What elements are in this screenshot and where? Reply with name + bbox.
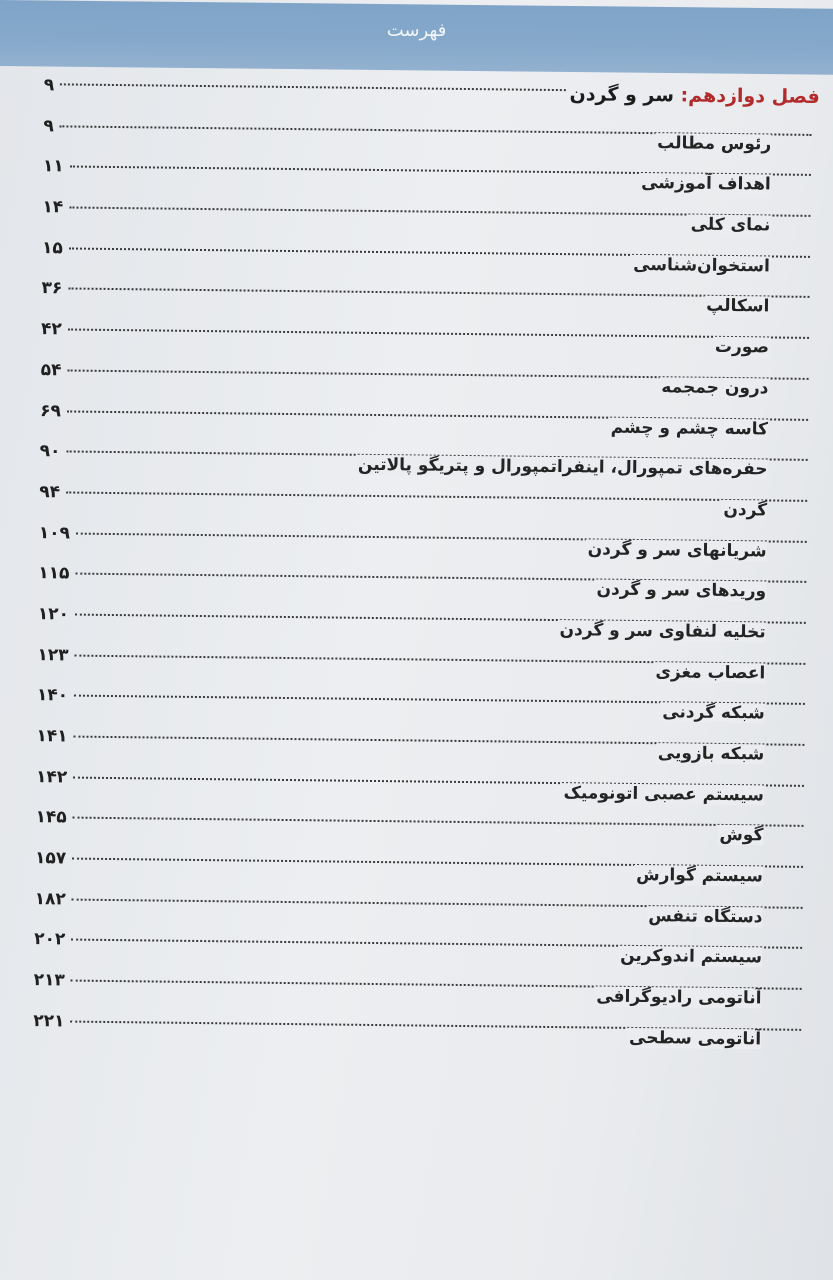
entry-title: دستگاه تنفس bbox=[648, 905, 763, 928]
entry-page-number: ۱۲۰ bbox=[37, 604, 70, 625]
entry-page-number: ۱۲۳ bbox=[37, 644, 69, 666]
entry-title: گوش bbox=[719, 825, 764, 846]
chapter-label: فصل دوازدهم: bbox=[680, 84, 820, 108]
entry-title: سیستم گوارش bbox=[636, 865, 764, 887]
dot-leader bbox=[66, 491, 807, 501]
entry-title: آناتومی سطحی bbox=[628, 1027, 762, 1050]
entry-page-number: ۶۹ bbox=[40, 400, 62, 421]
entry-title: اعصاب مغزی bbox=[655, 661, 766, 684]
entry-page-number: ۱۴۲ bbox=[35, 766, 68, 788]
entry-page-number: ۱۸۲ bbox=[34, 888, 66, 910]
entry-title: سیستم عصبی اتونومیک bbox=[563, 782, 764, 806]
toc-entries bbox=[9, 110, 820, 1055]
entry-title: شبکه بازویی bbox=[657, 743, 765, 765]
entry-title: کاسه چشم و چشم bbox=[610, 417, 769, 439]
entry-title: سیستم اندوکرین bbox=[620, 946, 763, 968]
entry-page-number: ۳۶ bbox=[41, 278, 63, 299]
entry-page-number: ۵۴ bbox=[40, 359, 62, 381]
entry-page-number: ۹۰ bbox=[39, 441, 61, 462]
dot-leader bbox=[73, 817, 804, 827]
chapter-name: سر و گردن bbox=[569, 83, 681, 107]
entry-title: تخلیه لنفاوی سر و گردن bbox=[559, 620, 766, 643]
entry-title: وریدهای سر و گردن bbox=[596, 579, 767, 602]
dot-leader bbox=[69, 288, 810, 298]
entry-title: رئوس مطالب bbox=[657, 132, 772, 155]
entry-page-number: ۱۴ bbox=[42, 197, 64, 218]
entry-title: درون جمجمه bbox=[661, 377, 769, 399]
entry-title: نمای کلی bbox=[690, 214, 771, 236]
entry-page-number: ۹۴ bbox=[39, 482, 61, 503]
entry-page-number: ۱۱ bbox=[42, 156, 64, 177]
entry-page-number: ۱۴۵ bbox=[35, 807, 67, 828]
toc-entry-row bbox=[9, 1005, 809, 1055]
entry-page-number: ۱۰۹ bbox=[38, 522, 71, 544]
entry-title: شریانهای سر و گردن bbox=[587, 538, 767, 561]
entry-page-number: ۱۴۱ bbox=[36, 726, 68, 747]
chapter-page-number: ۹ bbox=[43, 75, 55, 96]
entry-title: گردن bbox=[723, 499, 768, 521]
dot-leader bbox=[68, 329, 809, 339]
entry-title: حفره‌های تمپورال، اینفراتمپورال و پتریگو پالاتین bbox=[357, 454, 768, 480]
entry-page-number: ۱۵۷ bbox=[34, 848, 67, 869]
entry-title: صورت bbox=[714, 336, 770, 358]
entry-title: اسکالپ bbox=[706, 296, 770, 317]
entry-page-number: ۲۱۳ bbox=[33, 970, 65, 991]
entry-page-number: ۴۲ bbox=[40, 319, 62, 340]
chapter-title bbox=[570, 83, 820, 108]
entry-page-number: ۲۰۲ bbox=[34, 929, 66, 950]
dot-leader bbox=[60, 83, 566, 91]
entry-page-number: ۹ bbox=[43, 115, 54, 136]
entry-page-number: ۱۴۰ bbox=[36, 685, 69, 706]
entry-page-number: ۲۲۱ bbox=[33, 1010, 65, 1032]
table-of-contents bbox=[9, 69, 820, 1055]
page-title: فهرست bbox=[386, 20, 447, 41]
entry-title: اهداف آموزشی bbox=[641, 173, 771, 195]
entry-title: استخوان‌شناسی bbox=[633, 254, 770, 277]
entry-title: شبکه گردنی bbox=[662, 702, 765, 724]
entry-title: آناتومی رادیوگرافی bbox=[596, 986, 762, 1009]
entry-page-number: ۱۱۵ bbox=[38, 563, 70, 584]
entry-page-number: ۱۵ bbox=[41, 237, 63, 259]
